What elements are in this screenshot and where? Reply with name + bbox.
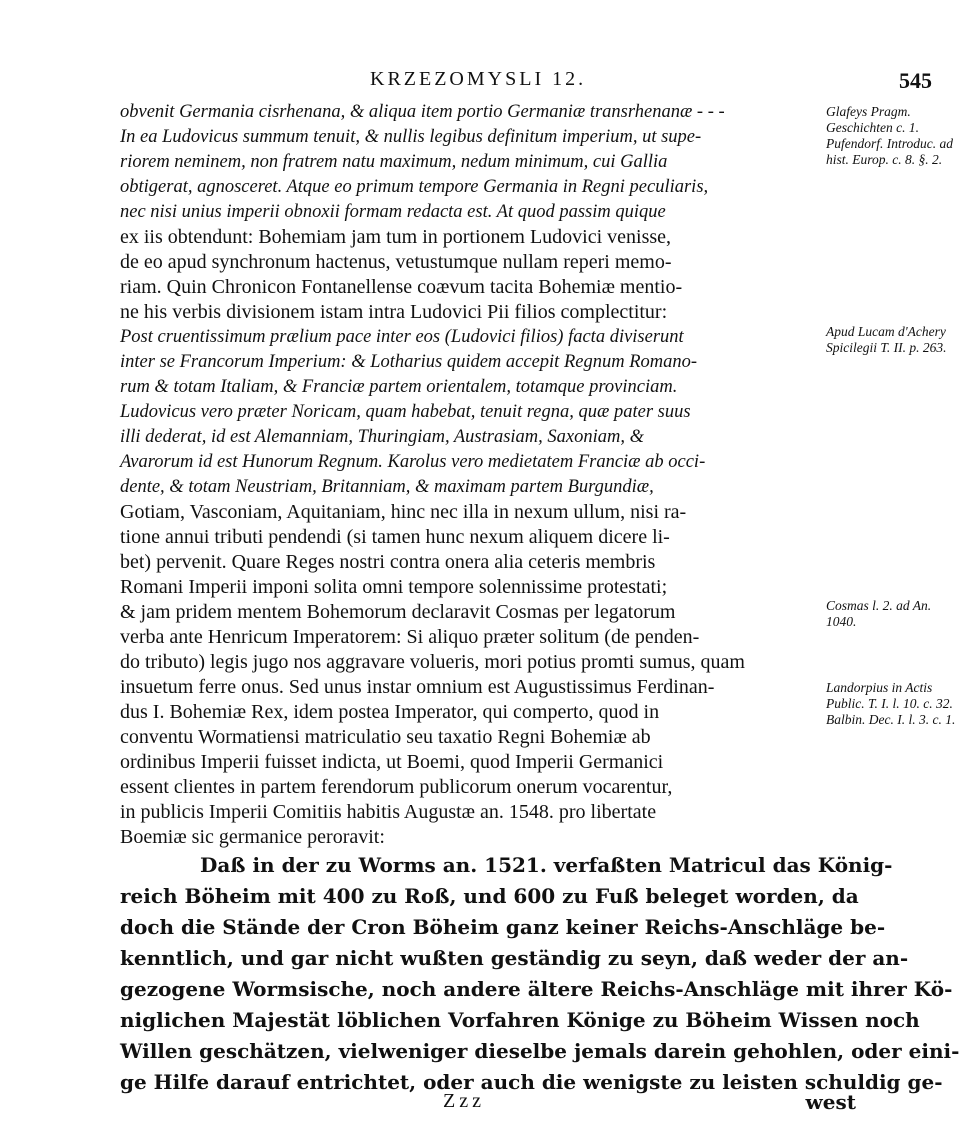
text-line: verba ante Henricum Imperatorem: Si aliquo præter solitum (de penden- [120,626,700,648]
text-line: de eo apud synchronum hactenus, vetustumque nullam reperi memo- [120,251,672,273]
text-line: Ludovicus vero præter Noricam, quam habebat, tenuit regna, quæ pater suus [120,402,691,422]
text-line: illi dederat, id est Alemanniam, Thuringiam, Austrasiam, Saxoniam, & [120,427,644,447]
fraktur-line: gezogene Wormsische, noch andere ältere Reichs-Anschläge mit ihrer Kö- [120,977,953,1001]
text-line: Romani Imperii imponi solita omni tempore solennissime protestati; [120,576,668,598]
text-line: ex iis obtendunt: Bohemiam jam tum in portionem Ludovici venisse, [120,226,672,248]
page-number: 545 [899,68,932,93]
fraktur-line: ge Hilfe darauf entrichtet, oder auch die wenigste zu leisten schuldig ge- [120,1070,943,1094]
text-line: Boemiæ sic germanice peroravit: [120,826,385,848]
text-line: riorem neminem, non fratrem natu maximum, nedum minimum, cui Gallia [120,152,668,172]
text-line: do tributo) legis jugo nos aggravare volueris, mori potius promti sumus, quam [120,651,745,673]
page-footer [120,1090,856,1116]
text-line: riam. Quin Chronicon Fontanellense coævum tacita Bohemiæ mentio- [120,276,683,298]
fraktur-line: doch die Stände der Cron Böheim ganz keiner Reichs-Anschläge be- [120,915,886,939]
margin-note: Glafeys Pragm. Geschichten c. 1. Pufendorf. Introduc. ad hist. Europ. c. 8. §. 2. [826,104,953,167]
text-line: nec nisi unius imperii obnoxii formam redacta est. At quod passim quique [120,202,666,222]
text-line: Avarorum id est Hunorum Regnum. Karolus vero medietatem Franciæ ab occi- [120,452,706,472]
fraktur-line: kenntlich, und gar nicht wußten geständig zu seyn, daß weder der an- [120,946,909,970]
text-line: Post cruentissimum prælium pace inter eos (Ludovici filios) facta diviserunt [120,327,684,347]
text-line: ne his verbis divisionem istam intra Ludovici Pii filios complectitur: [120,301,668,323]
text-line: bet) pervenit. Quare Reges nostri contra onera alia ceteris membris [120,551,656,573]
text-line: tione annui tributi pendendi (si tamen hunc nexum aliquem dicere li- [120,526,670,548]
margin-note: Cosmas l. 2. ad An. 1040. [826,598,932,629]
text-line: conventu Wormatiensi matriculatio seu taxatio Regni Bohemiæ ab [120,726,651,748]
text-line: obvenit Germania cisrhenana, & aliqua item portio Germaniæ transrhenanæ - - - [120,102,725,122]
text-line: & jam pridem mentem Bohemorum declaravit Cosmas per legatorum [120,601,676,623]
text-line: insuetum ferre onus. Sed unus instar omnium est Augustissimus Ferdinan- [120,676,715,698]
signature-mark: Zzz [443,1090,485,1112]
fraktur-line: Willen geschätzen, vielweniger dieselbe jemals darein gehohlen, oder eini- [120,1039,960,1063]
text-line: obtigerat, agnosceret. Atque eo primum tempore Germania in Regni peculiaris, [120,177,709,197]
text-line: essent clientes in partem ferendorum publicorum onerum vocarentur, [120,776,673,798]
text-line: In ea Ludovicus summum tenuit, & nullis legibus definitum imperium, ut supe- [120,127,702,147]
catchword: west [805,1090,856,1114]
text-line: in publicis Imperii Comitiis habitis Augustæ an. 1548. pro libertate [120,801,657,823]
text-line: rum & totam Italiam, & Franciæ partem orientalem, totamque provinciam. [120,377,678,397]
fraktur-line: niglichen Majestät löblichen Vorfahren Könige zu Böheim Wissen noch [120,1008,920,1032]
margin-note: Apud Lucam d'Achery Spicilegii T. II. p. 263. [826,324,947,355]
page-header [120,68,932,98]
text-line: dus I. Bohemiæ Rex, idem postea Imperator, qui comperto, quod in [120,701,660,723]
fraktur-line: reich Böheim mit 400 zu Roß, und 600 zu Fuß beleget worden, da [120,884,859,908]
text-line: inter se Francorum Imperium: & Lotharius quidem accepit Regnum Romano- [120,352,698,372]
text-line: Gotiam, Vasconiam, Aquitaniam, hinc nec illa in nexum ullum, nisi ra- [120,501,687,523]
text-line: ordinibus Imperii fuisset indicta, ut Boemi, quod Imperii Germanici [120,751,664,773]
text-line: dente, & totam Neustriam, Britanniam, & maximam partem Burgundiæ, [120,477,654,497]
margin-note: Landorpius in Actis Public. T. I. l. 10. c. 32. Balbin. Dec. I. l. 3. c. 1. [826,680,956,727]
running-title: KRZEZOMYSLI 12. [370,68,587,90]
fraktur-line: Daß in der zu Worms an. 1521. verfaßten Matricul das König- [200,853,893,877]
